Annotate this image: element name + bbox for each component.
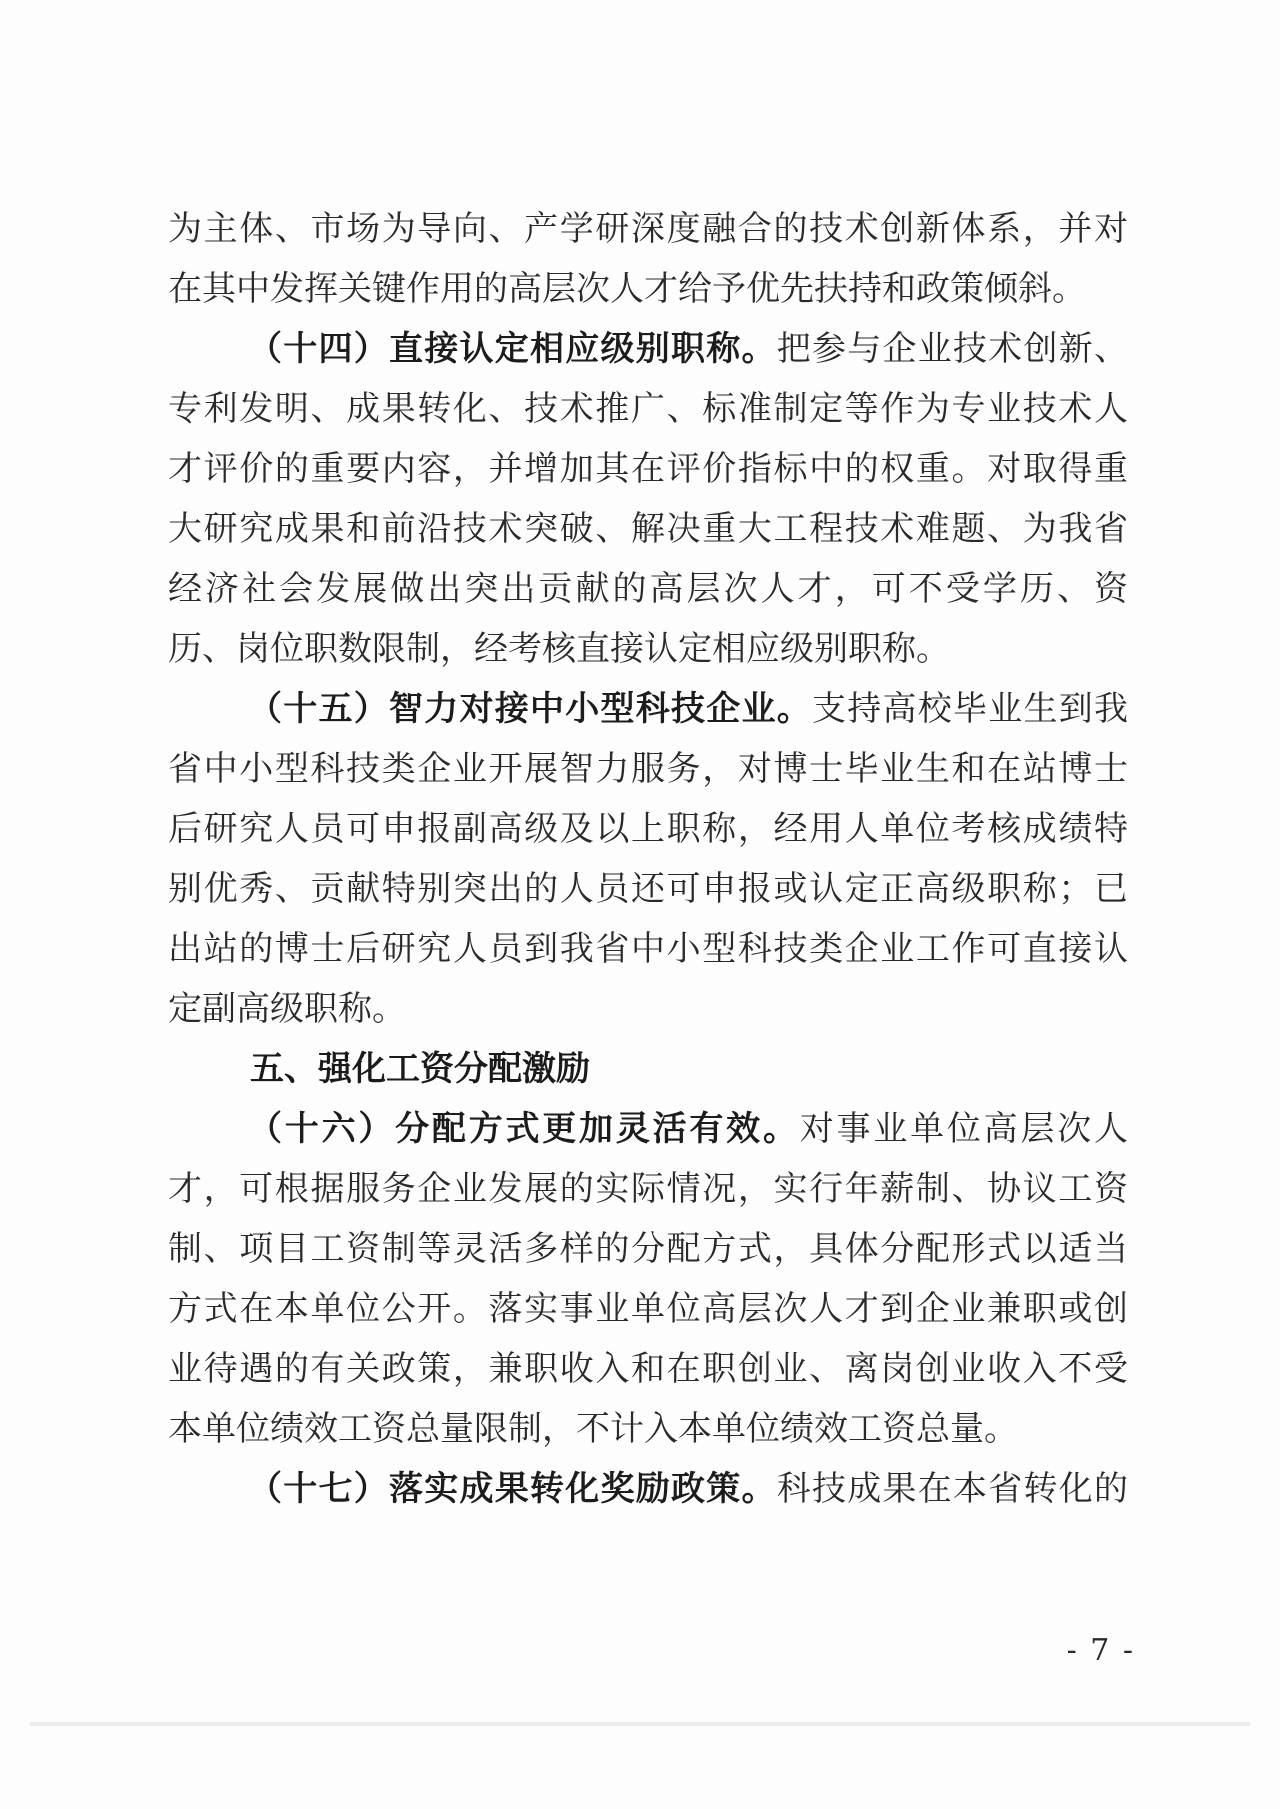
item-14 (248, 317, 1128, 381)
item-text: 科技成果在本省转化的 (776, 1469, 1128, 1509)
text-line: 后研究人员可申报副高级及以上职称，经用人单位考核成绩特 (168, 809, 1128, 849)
item-heading: （十六）分配方式更加灵活有效。 (248, 1109, 800, 1149)
text-line: 别优秀、贡献特别突出的人员还可申报或认定正高级职称；已 (168, 869, 1128, 909)
text-line: 业待遇的有关政策，兼职收入和在职创业、离岗创业收入不受 (168, 1349, 1128, 1389)
item-text: 把参与企业技术创新、 (776, 329, 1128, 369)
text-line: 本单位绩效工资总量限制，不计入本单位绩效工资总量。 (168, 1409, 1018, 1449)
text-line: 省中小型科技类企业开展智力服务，对博士毕业生和在站博士 (168, 749, 1128, 789)
text-line: 才评价的重要内容，并增加其在评价指标中的权重。对取得重 (168, 449, 1128, 489)
text-line: 定副高级职称。 (168, 989, 406, 1029)
text-line: 经济社会发展做出突出贡献的高层次人才，可不受学历、资 (168, 569, 1128, 609)
item-heading: （十四）直接认定相应级别职称。 (248, 329, 777, 369)
text-line: 方式在本单位公开。落实事业单位高层次人才到企业兼职或创 (168, 1289, 1128, 1329)
section-heading: 五、强化工资分配激励 (250, 1049, 590, 1089)
item-16 (248, 1097, 1128, 1161)
item-heading: （十七）落实成果转化奖励政策。 (248, 1469, 777, 1509)
text-line: 制、项目工资制等灵活多样的分配方式，具体分配形式以适当 (168, 1229, 1128, 1269)
item-15 (248, 677, 1128, 741)
item-text: 对事业单位高层次人 (799, 1109, 1129, 1149)
item-17 (248, 1457, 1128, 1521)
text-line: 为主体、市场为导向、产学研深度融合的技术创新体系，并对 (168, 209, 1128, 249)
text-line: 大研究成果和前沿技术突破、解决重大工程技术难题、为我省 (168, 509, 1128, 549)
item-heading: （十五）智力对接中小型科技企业。 (248, 689, 812, 729)
text-line: 专利发明、成果转化、技术推广、标准制定等作为专业技术人 (168, 389, 1128, 429)
text-line: 历、岗位职数限制，经考核直接认定相应级别职称。 (168, 629, 950, 669)
text-line: 才，可根据服务企业发展的实际情况，实行年薪制、协议工资 (168, 1169, 1128, 1209)
text-line: 出站的博士后研究人员到我省中小型科技类企业工作可直接认 (168, 929, 1128, 969)
item-text: 支持高校毕业生到我 (812, 689, 1128, 729)
text-line: 在其中发挥关键作用的高层次人才给予优先扶持和政策倾斜。 (168, 269, 1086, 309)
page-number: - 7 - (1066, 1633, 1135, 1668)
scan-edge-divider (30, 1722, 1250, 1726)
